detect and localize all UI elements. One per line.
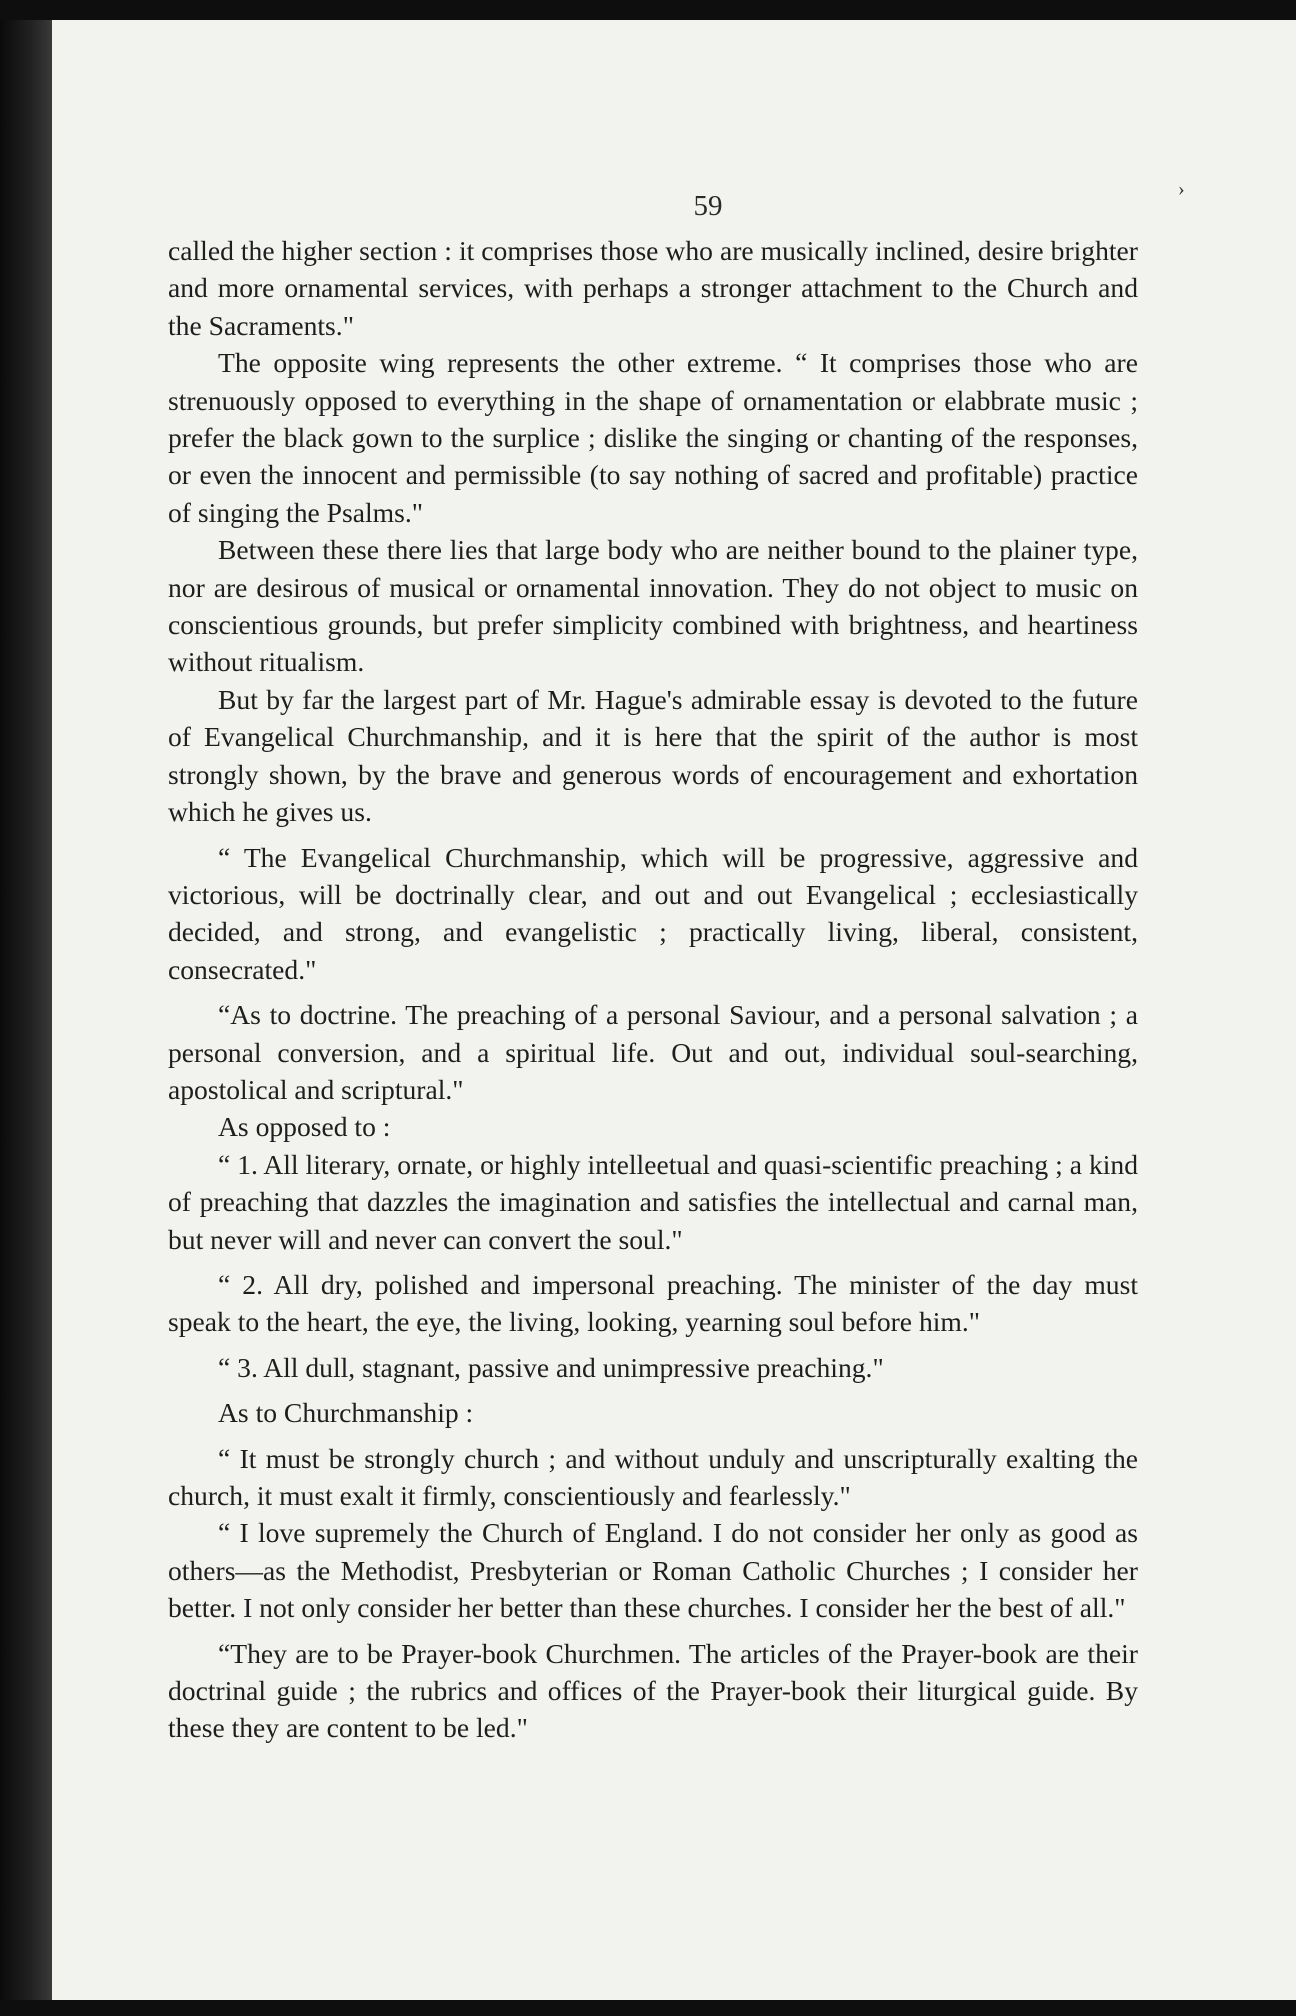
paragraph: Between these there lies that large body who are neither bound to the plainer type, nor are desirous of musical or ornamental innovation. They do not object to music on conscientious grounds, but prefer simplicity combined with brightness, and heartiness without ritualism. (168, 534, 1138, 678)
paragraph: “ 3. All dull, stagnant, passive and unimpressive preaching." (218, 1351, 884, 1383)
paragraph: “As to doctrine. The preaching of a personal Saviour, and a personal salvation ; a personal conversion, and a spiritual life. Out and out, individual soul-searching, apostolical and scriptural." (168, 999, 1138, 1105)
paragraph: called the higher section : it comprises those who are musically inclined, desire brighter and more ornamental services, with perhaps a stronger attachment to the Church and the Sacraments." (168, 235, 1138, 341)
scan-speck: › (1178, 178, 1185, 200)
paragraph: “ It must be strongly church ; and without unduly and unscripturally exalting the church, it must exalt it firmly, conscientiously and fearlessly." (168, 1442, 1138, 1511)
top-border (0, 0, 1296, 20)
bottom-border (0, 2000, 1296, 2016)
paragraph: But by far the largest part of Mr. Hague's admirable essay is devoted to the future of Evangelical Churchmanship, and it is here that the spirit of the author is most strongly shown, by the brave and generous words of encouragement and exhortation which he gives us. (168, 683, 1138, 828)
paragraph: As to Churchmanship : (218, 1397, 474, 1429)
paragraph: “ 2. All dry, polished and impersonal preaching. The minister of the day must speak to the heart, the eye, the living, looking, yearning soul before him." (168, 1268, 1138, 1338)
paragraph: “ The Evangelical Churchmanship, which will be progressive, aggressive and victorious, will be doctrinally clear, and out and out Evangelical ; ecclesiastically decided, and strong, and evangelistic ; practically living, liberal, consistent, consecrated." (168, 841, 1138, 985)
paragraph: “ I love supremely the Church of England. I do not consider her only as good as others—as the Methodist, Presbyterian or Roman Catholic Churches ; I consider her better. I not only consider her better than these churches. I consider her the best of all." (168, 1517, 1138, 1624)
page-number: 59 (693, 190, 723, 222)
body-text (168, 232, 1138, 1747)
paragraph: “They are to be Prayer-book Churchmen. The articles of the Prayer-book are their doctrinal guide ; the rubrics and offices of the Prayer-book their liturgical guide. By these they are content to be led." (168, 1637, 1138, 1744)
paragraph: The opposite wing represents the other extreme. “ It comprises those who are strenuously opposed to everything in the shape of ornamentation or elabbrate music ; prefer the black gown to the surplice ; dislike the singing or chanting of the responses, or even the innocent and permissible (to say nothing of sacred and profitable) practice of singing the Psalms." (168, 347, 1138, 528)
paragraph: “ 1. All literary, ornate, or highly intelleetual and quasi-scientific preaching ; a kind of preaching that dazzles the imagination and satisfies the intellectual and carnal man, but never will and never can convert the soul." (168, 1148, 1138, 1255)
page-gutter-shadow (0, 0, 52, 2016)
paragraph: As opposed to : (218, 1111, 391, 1143)
